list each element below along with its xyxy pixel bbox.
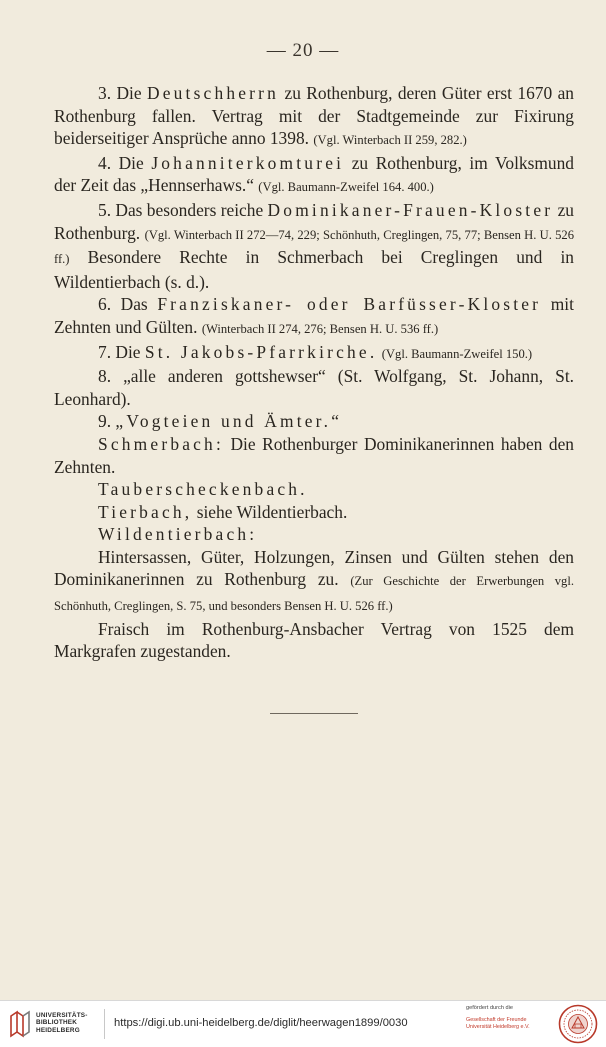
spaced-term: Deutschherrn — [146, 83, 280, 103]
library-logo-icon — [8, 1008, 32, 1040]
entry-hintersassen — [54, 546, 574, 618]
paragraph-text: „alle anderen gottshewser“ (St. Wolfgang, St. Johann, St. Leonhard). — [54, 366, 574, 409]
spaced-term: Franziskaner- oder Barfüsser-Kloster — [157, 294, 542, 315]
item-number: 6. — [98, 294, 112, 315]
paragraph-text: Die — [115, 341, 145, 362]
paragraph-4 — [54, 152, 574, 199]
sponsor-name-line: Universität Heidelberg e.V. — [466, 1024, 530, 1031]
place-name: Wildentierbach: — [98, 524, 258, 545]
entry-schmerbach — [54, 433, 574, 478]
viewer-footer — [0, 1000, 606, 1047]
library-name — [36, 1012, 88, 1034]
reference-note: (Vgl. Baumann-Zweifel 150.) — [381, 346, 533, 361]
item-number: 9. — [98, 411, 112, 432]
paragraph-text: zu Rothenburg, im Volksmund der Zeit das „Hennserhaws.“ — [54, 152, 574, 196]
reference-note: (Vgl. Baumann-Zweifel 164. 400.) — [258, 180, 434, 195]
entry-text: Die Rothenburger Dominikanerinnen haben den Zehnten. — [54, 433, 574, 477]
page-number: — 20 — — [266, 40, 340, 61]
sponsor-name — [466, 1017, 530, 1031]
sponsor-name-line: Gesellschaft der Freunde — [466, 1017, 527, 1023]
reference-note: (Zur Geschichte der Erwerbungen vgl. Schönhuth, Creglingen, S. 75, und besonders Bensen H. U. 526 ff.) — [54, 574, 574, 614]
item-number: 8. — [98, 366, 112, 387]
end-rule — [270, 713, 358, 714]
paragraph-9 — [54, 410, 574, 433]
reference-note: (Vgl. Winterbach II 272—74, 229; Schönhuth, Creglingen, 75, 77; Bensen H. U. 526 ff.) — [54, 227, 574, 267]
library-name-line: BIBLIOTHEK — [36, 1019, 78, 1027]
paragraph-text: zu Rothenburg. — [54, 199, 575, 243]
footer-divider — [104, 1009, 105, 1039]
entry-text: Fraisch im Rothenburg-Ansbacher Vertrag von 1525 dem Markgrafen zugestanden. — [54, 618, 574, 662]
paragraph-5 — [54, 199, 574, 293]
entry-wildentierbach — [54, 523, 574, 546]
paragraph-text: Besondere Rechte in Schmerbach bei Creglingen und in Wildentierbach (s. d.). — [54, 247, 574, 292]
place-name: Tierbach, — [98, 501, 193, 522]
paragraph-text: zu Rothenburg, deren Güter erst 1670 an Rothenburg fallen. Vertrag mit der Stadtgemeinde zur Fixirung beiderseitiger Ansprüche anno 1398. — [54, 83, 575, 149]
reference-note: (Vgl. Winterbach II 259, 282.) — [313, 133, 467, 148]
place-name: Tauberscheckenbach. — [98, 479, 308, 500]
sponsor-label: gefördert durch die — [466, 1005, 513, 1011]
paragraph-3: 3. Die Deutschherrn zu Rothenburg, deren Güter erst 1670 an Rothenburg fallen. Vertrag mit der Stadtgemeinde zur Fixirung beiderseitiger Ansprüche anno 1398. (Vgl. Winterbach II 259, 282.) — [54, 83, 575, 149]
paragraph-8 — [54, 365, 574, 410]
entry-tierbach — [54, 501, 574, 524]
paragraph-6 — [54, 293, 574, 340]
paragraph-text: Die — [118, 152, 152, 173]
entry-text: siehe Wildentierbach. — [192, 501, 348, 522]
spaced-term: „Vogteien und Ämter.“ — [115, 411, 343, 432]
entry-fraisch — [54, 618, 574, 663]
place-name: Schmerbach: — [98, 433, 224, 454]
entry-tauberscheckenbach — [54, 478, 574, 501]
paragraph-text: mit Zehnten und Gülten. — [54, 294, 574, 337]
item-number: 5. — [98, 199, 112, 220]
paragraph-text: Das — [120, 294, 158, 315]
entry-text: Hintersassen, Güter, Holzungen, Zinsen und Gülten stehen den Dominikanerinnen zu Rothenburg zu. — [54, 546, 574, 590]
reference-note: (Winterbach II 274, 276; Bensen H. U. 536 ff.) — [201, 321, 439, 336]
page-body — [54, 82, 574, 663]
item-number: 7. — [98, 341, 112, 362]
permalink-url[interactable]: https://digi.ub.uni-heidelberg.de/diglit/heerwagen1899/0030 — [114, 1017, 408, 1029]
library-name-line: UNIVERSITÄTS- — [36, 1012, 88, 1019]
item-number: 4. — [98, 152, 112, 173]
spaced-term: St. Jakobs-Pfarrkirche. — [144, 341, 378, 362]
spaced-term: Dominikaner-Frauen-Kloster — [267, 199, 554, 220]
library-name-line: HEIDELBERG — [36, 1026, 80, 1034]
university-seal-icon — [558, 1004, 598, 1044]
spaced-term: Johanniterkomturei — [151, 152, 345, 173]
paragraph-7 — [54, 341, 574, 366]
paragraph-text: Das besonders reiche — [115, 199, 268, 220]
item-number: 3. — [98, 83, 112, 103]
